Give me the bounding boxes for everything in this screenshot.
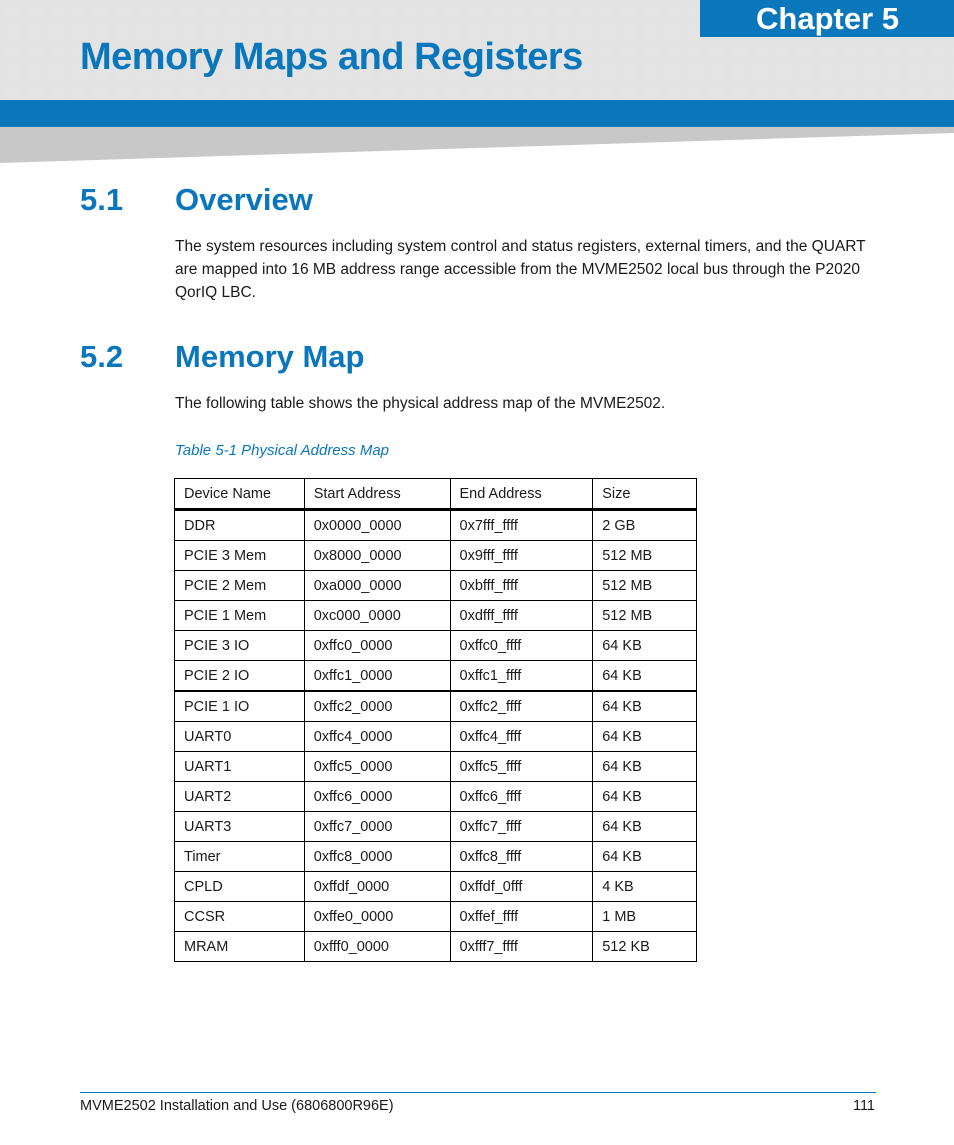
- cell-size: 64 KB: [593, 631, 697, 661]
- table-row: [175, 631, 697, 661]
- cell-end-address: 0x7fff_ffff: [450, 510, 593, 541]
- cell-size: 64 KB: [593, 722, 697, 752]
- cell-start-address: 0xffc5_0000: [304, 752, 450, 782]
- cell-size: 512 MB: [593, 571, 697, 601]
- cell-device-name: CCSR: [175, 902, 305, 932]
- cell-size: 64 KB: [593, 842, 697, 872]
- cell-device-name: PCIE 3 IO: [175, 631, 305, 661]
- memory-map-paragraph: The following table shows the physical address map of the MVME2502.: [175, 395, 666, 412]
- table-row: [175, 782, 697, 812]
- table-row: [175, 752, 697, 782]
- cell-end-address: 0xffc1_ffff: [450, 661, 593, 692]
- cell-start-address: 0xa000_0000: [304, 571, 450, 601]
- header-size: Size: [593, 479, 697, 510]
- cell-start-address: 0xffc7_0000: [304, 812, 450, 842]
- cell-size: 1 MB: [593, 902, 697, 932]
- cell-end-address: 0xffc2_ffff: [450, 691, 593, 722]
- cell-size: 64 KB: [593, 812, 697, 842]
- cell-device-name: UART2: [175, 782, 305, 812]
- page-title: Memory Maps and Registers: [80, 36, 583, 78]
- cell-size: 64 KB: [593, 691, 697, 722]
- cell-device-name: UART1: [175, 752, 305, 782]
- cell-device-name: CPLD: [175, 872, 305, 902]
- cell-size: 512 MB: [593, 601, 697, 631]
- cell-start-address: 0x0000_0000: [304, 510, 450, 541]
- cell-start-address: 0x8000_0000: [304, 541, 450, 571]
- table-row: [175, 541, 697, 571]
- section-number: 5.2: [80, 339, 124, 374]
- cell-end-address: 0xffc5_ffff: [450, 752, 593, 782]
- cell-device-name: PCIE 1 Mem: [175, 601, 305, 631]
- cell-start-address: 0xffc8_0000: [304, 842, 450, 872]
- cell-start-address: 0xffdf_0000: [304, 872, 450, 902]
- header-device-name: Device Name: [175, 479, 305, 510]
- table-row: [175, 510, 697, 541]
- cell-start-address: 0xffe0_0000: [304, 902, 450, 932]
- cell-device-name: UART3: [175, 812, 305, 842]
- section-heading-overview: [80, 182, 313, 218]
- overview-paragraph: The system resources including system control and status registers, external timers, and the QUART are mapped into 16 MB address range accessible from the MVME2502 local bus through the P2020 QorIQ LBC.: [175, 238, 866, 301]
- cell-device-name: MRAM: [175, 932, 305, 962]
- cell-start-address: 0xc000_0000: [304, 601, 450, 631]
- cell-device-name: PCIE 1 IO: [175, 691, 305, 722]
- table-row: [175, 902, 697, 932]
- cell-end-address: 0xffc8_ffff: [450, 842, 593, 872]
- section-title: Memory Map: [175, 339, 365, 374]
- cell-size: 512 KB: [593, 932, 697, 962]
- cell-device-name: PCIE 2 IO: [175, 661, 305, 692]
- table-row: [175, 722, 697, 752]
- table-row: [175, 872, 697, 902]
- footer-page-number: 111: [852, 1098, 875, 1114]
- chapter-label: Chapter 5: [700, 0, 954, 37]
- cell-start-address: 0xffc1_0000: [304, 661, 450, 692]
- cell-start-address: 0xffc6_0000: [304, 782, 450, 812]
- cell-size: 64 KB: [593, 782, 697, 812]
- cell-start-address: 0xfff0_0000: [304, 932, 450, 962]
- table-caption: Table 5-1 Physical Address Map: [175, 442, 389, 459]
- cell-size: 64 KB: [593, 752, 697, 782]
- header-grey-swoosh: [0, 127, 954, 163]
- cell-size: 64 KB: [593, 661, 697, 692]
- cell-end-address: 0xbfff_ffff: [450, 571, 593, 601]
- cell-end-address: 0xffc4_ffff: [450, 722, 593, 752]
- cell-start-address: 0xffc2_0000: [304, 691, 450, 722]
- footer-document-title: MVME2502 Installation and Use (6806800R96E): [80, 1098, 394, 1114]
- cell-start-address: 0xffc4_0000: [304, 722, 450, 752]
- header-blue-bar: [0, 100, 954, 127]
- cell-start-address: 0xffc0_0000: [304, 631, 450, 661]
- cell-size: 2 GB: [593, 510, 697, 541]
- cell-device-name: PCIE 2 Mem: [175, 571, 305, 601]
- cell-size: 4 KB: [593, 872, 697, 902]
- cell-end-address: 0xffc7_ffff: [450, 812, 593, 842]
- cell-device-name: UART0: [175, 722, 305, 752]
- table-row: [175, 601, 697, 631]
- table-body: [175, 510, 697, 962]
- section-title: Overview: [175, 182, 313, 217]
- cell-device-name: PCIE 3 Mem: [175, 541, 305, 571]
- cell-end-address: 0xffdf_0fff: [450, 872, 593, 902]
- cell-device-name: DDR: [175, 510, 305, 541]
- cell-end-address: 0x9fff_ffff: [450, 541, 593, 571]
- table-row: [175, 812, 697, 842]
- cell-end-address: 0xffef_ffff: [450, 902, 593, 932]
- section-number: 5.1: [80, 182, 124, 217]
- cell-device-name: Timer: [175, 842, 305, 872]
- cell-end-address: 0xffc0_ffff: [450, 631, 593, 661]
- section-heading-memory-map: [80, 339, 364, 375]
- table-row: [175, 842, 697, 872]
- header-end-address: End Address: [450, 479, 593, 510]
- table-row: [175, 661, 697, 692]
- physical-address-map-table: [174, 478, 697, 962]
- table-row: [175, 571, 697, 601]
- footer-rule: [80, 1092, 876, 1093]
- cell-size: 512 MB: [593, 541, 697, 571]
- cell-end-address: 0xdfff_ffff: [450, 601, 593, 631]
- cell-end-address: 0xffc6_ffff: [450, 782, 593, 812]
- table-header-row: [175, 479, 697, 510]
- cell-end-address: 0xfff7_ffff: [450, 932, 593, 962]
- table-row: [175, 691, 697, 722]
- table-row: [175, 932, 697, 962]
- header-start-address: Start Address: [304, 479, 450, 510]
